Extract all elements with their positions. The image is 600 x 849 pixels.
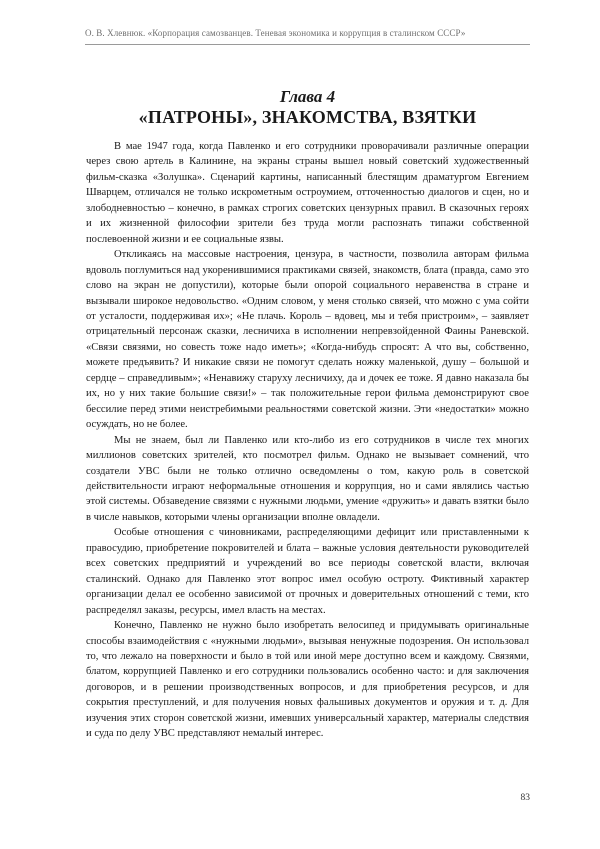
paragraph: Особые отношения с чиновниками, распределяющими дефицит или приставленными к правосудию, приобретение покровителей и блата – важные условия деятельности руководителей всех советских предприятий и учреждений во все периоды советской власти, включая сталинский. Однако для Павленко этот вопрос имел особую остроту. Фиктивный характер организации делал ее особенно зависимой от прочных и доверительных отношений с теми, кто распределял заказы, ресурсы, имел власть на местах. — [86, 527, 529, 616]
paragraph: Мы не знаем, был ли Павленко или кто-либо из его сотрудников в числе тех многих миллионов советских зрителей, кто посмотрел фильм. Однако не вызывает сомнений, что создатели УВС были не только отлично осведомлены о том, какую роль в советской действительности играют неформальные отношения и коррупция, но и сами являлись частью этой системы. Обзаведение связями с нужными людьми, умение «дружить» и давать взятки было в числе навыков, которыми члены организации вполне овладели. — [86, 434, 529, 523]
paragraph: Откликаясь на массовые настроения, цензура, в частности, позволила авторам фильма вдоволь поглумиться над укоренившимися практиками связей, знакомств, блата (правда, само это слово на экран не допустили), которые были опорой социального неравенства в стране и вызывали широкое недовольство. «Одним словом, у меня столько связей, что можно с ума сойти от усталости, поддерживая их»; «Не плачь. Король – вдовец, мы и тебя пристроим», – заявляет отрицательный персонаж сказки, лесничиха в исполнении непревзойденной Фаины Раневской. «Связи связями, но совесть тоже надо иметь»; «Когда-нибудь спросят: А что вы, собственно, можете предъявить? И никакие связи не помогут сделать ножку маленькой, душу – большой и сердце – справедливым»; «Ненавижу старуху лесничиху, да и дочек ее тоже. Я давно наказала бы их, но у них такие большие связи!» – так положительные герои фильма демонстрируют свое бессилие перед этими неистребимыми реальностями советской жизни. Эти «недостатки» можно осуждать, но не более. — [86, 249, 529, 431]
page-number: 83 — [520, 793, 530, 803]
chapter-title: «ПАТРОНЫ», ЗНАКОМСТВА, ВЗЯТКИ — [138, 107, 477, 127]
header-divider — [85, 44, 530, 45]
chapter-number: Глава 4 — [279, 87, 336, 106]
paragraph: Конечно, Павленко не нужно было изобретать велосипед и придумывать оригинальные способы взаимодействия с «нужными людьми», вызывая ненужные подозрения. Он использовал то, что лежало на поверхности и было в той или иной мере доступно всем и каждому. Связями, блатом, коррупцией Павленко и его сотрудники пользовались особенно часто: и для заключения договоров, и в решении производственных вопросов, и для приобретения ресурсов, и для сокрытия преступлений, и для получения новых фальшивых документов и оружия и т. д. Для изучения этих сторон советской жизни, имевших универсальный характер, материалы следствия и суда по делу УВС представляют немалый интерес. — [86, 620, 529, 740]
body-text — [86, 139, 529, 742]
paragraph: В мае 1947 года, когда Павленко и его сотрудники проворачивали различные операции через свою артель в Калинине, на экраны страны вышел новый советский художественный фильм-сказка «Золушка». Сценарий картины, написанный блестящим драматургом Евгением Шварцем, отличался не только искрометным остроумием, отточенностью диалогов и сцен, но и злободневностью – конечно, в рамках строгих советских цензурных правил. В сказочных героях и их жизненной философии зрители без труда могли распознать типажи собственной послевоенной жизни и ее социальные язвы. — [86, 141, 529, 245]
running-header: О. В. Хлевнюк. «Корпорация самозванцев. Теневая экономика и коррупция в сталинском СССР» — [85, 28, 466, 38]
